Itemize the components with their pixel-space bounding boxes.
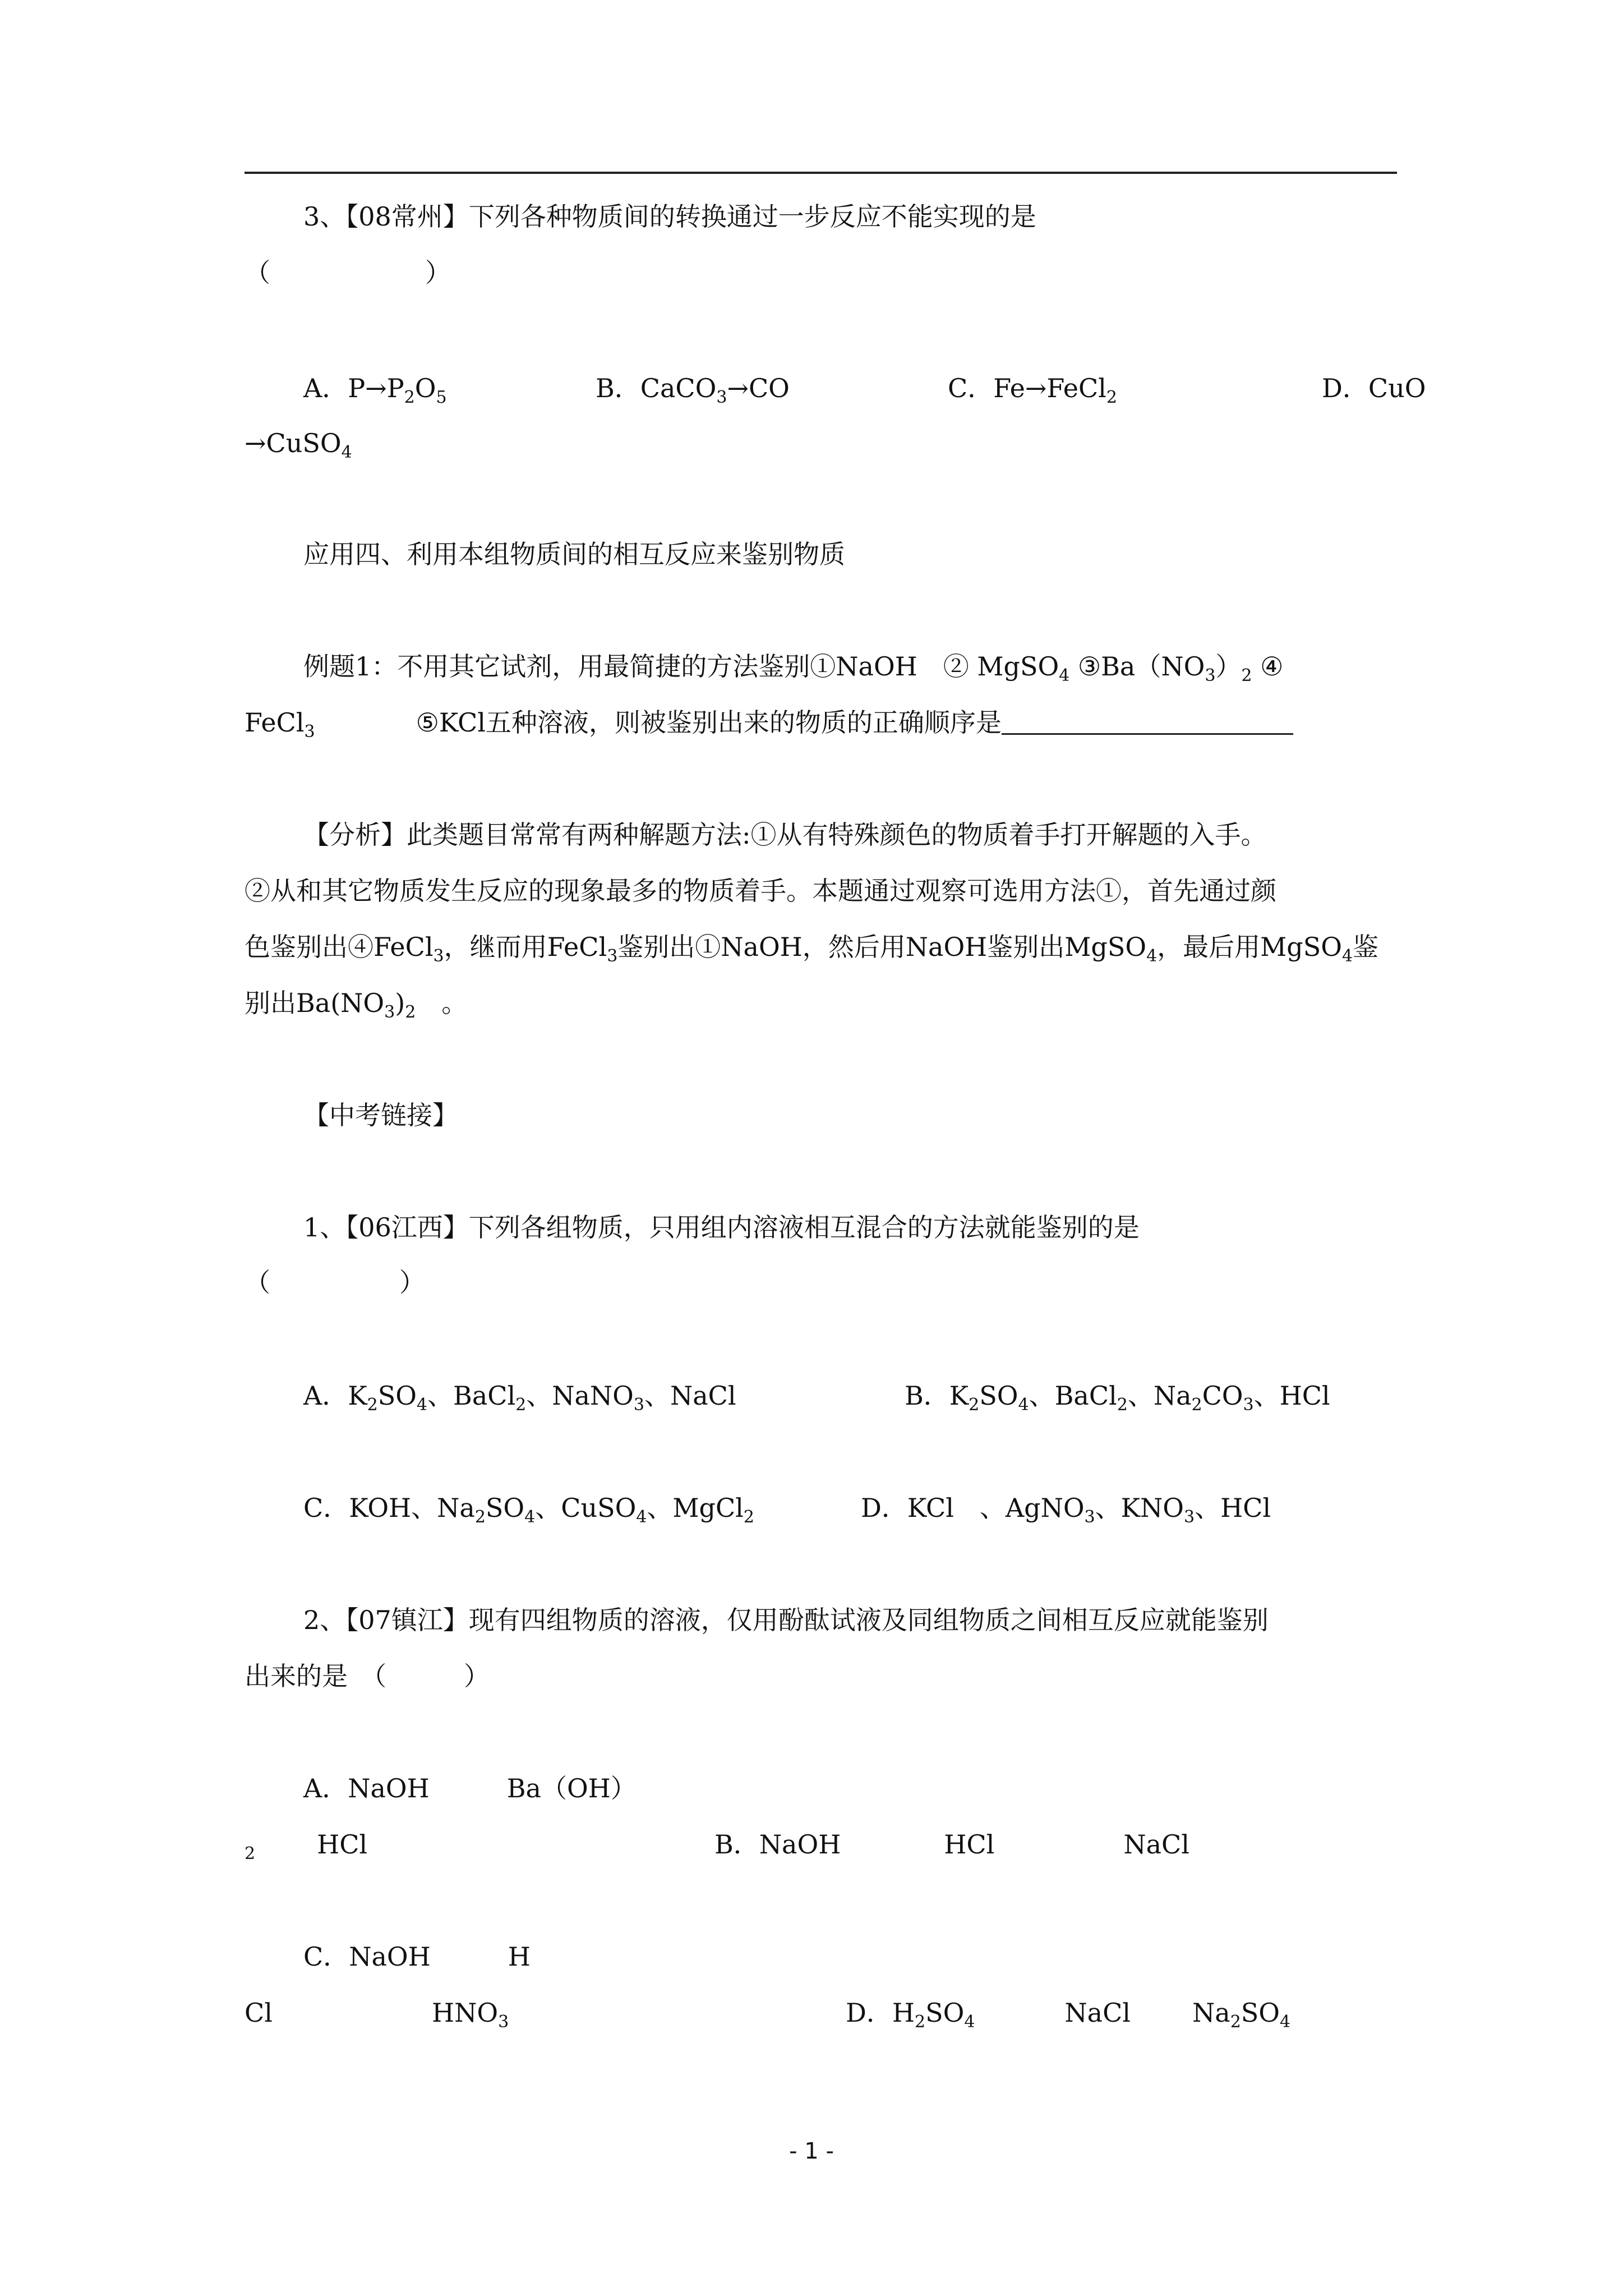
example1-line2: FeCl$_3$ ⑤KCl五种溶液，则被鉴别出来的物质的正确顺序是 bbox=[245, 706, 1293, 739]
header-rule bbox=[245, 172, 1397, 174]
q3-option-a: A．$P\to P_2O_5$ bbox=[303, 373, 447, 407]
q3-answer-paren: （ ） bbox=[245, 257, 451, 288]
q2-option-c-cont: Cl bbox=[245, 1998, 273, 2028]
q3-stem: 3、【08常州】下列各种物质间的转换通过一步反应不能实现的是 bbox=[303, 201, 1036, 232]
q2-stem-line2: 出来的是 （ ） bbox=[245, 1661, 490, 1691]
q3-option-c: C．Fe→FeCl$_2$ bbox=[948, 373, 1117, 407]
q2-option-c: C．NaOH H bbox=[303, 1941, 531, 1972]
q2-stem-line1: 2、【07镇江】现有四组物质的溶液，仅用酚酞试液及同组物质之间相互反应就能鉴别 bbox=[303, 1605, 1269, 1635]
q1-answer-paren: （ ） bbox=[245, 1267, 425, 1297]
q3-option-d-cont: →CuSO$_4$ bbox=[245, 428, 352, 462]
q2-option-b: B．NaOH HCl NaCl bbox=[714, 1829, 1189, 1860]
q3-option-b: B．CaCO$_3$→CO bbox=[596, 373, 790, 407]
app4-heading: 应用四、利用本组物质间的相互反应来鉴别物质 bbox=[303, 539, 845, 569]
q1-option-a: A．$K_2SO_4$、BaCl$_2$、NaNO$_3$、NaCl bbox=[303, 1381, 736, 1415]
analysis-line1: 【分析】此类题目常常有两种解题方法:①从有特殊颜色的物质着手打开解题的入手。 bbox=[303, 820, 1267, 850]
analysis-line4: 别出$Ba(NO_3)_2$ 。 bbox=[245, 988, 468, 1022]
answer-blank bbox=[1002, 708, 1293, 735]
page-number: - 1 - bbox=[789, 2138, 834, 2164]
analysis-line2: ②从和其它物质发生反应的现象最多的物质着手。本题通过观察可选用方法①，首先通过颜 bbox=[245, 876, 1276, 906]
q2-option-a: A．NaOH Ba（OH） bbox=[303, 1773, 637, 1803]
analysis-line3: 色鉴别出④FeCl$_3$，继而用FeCl$_3$鉴别出①NaOH，然后用NaOH鉴别出MgSO$_4$，最后用MgSO$_4$鉴 bbox=[245, 932, 1379, 966]
q1-stem: 1、【06江西】下列各组物质，只用组内溶液相互混合的方法就能鉴别的是 bbox=[303, 1212, 1140, 1243]
q1-option-b: B．$K_2SO_4$、BaCl$_2$、$Na_2CO_3$、HCl bbox=[905, 1381, 1330, 1415]
q3-option-d: D．CuO bbox=[1322, 373, 1426, 403]
q1-option-c: C．KOH、$Na_2SO_4$、CuSO$_4$、MgCl$_2$ bbox=[303, 1493, 754, 1527]
q1-option-d: D．KCl 、AgNO$_3$、$KNO_3$、HCl bbox=[861, 1493, 1271, 1527]
q2-option-a-cont: $_2$ HCl bbox=[245, 1829, 368, 1864]
exam-link-heading: 【中考链接】 bbox=[303, 1100, 458, 1130]
q2-option-c-cont2: $HNO_3$ bbox=[432, 1998, 509, 2032]
example1-line1: 例题1：不用其它试剂，用最简捷的方法鉴别①NaOH ② MgSO$_4$ $③Ba(NO_3)_2$ ④ bbox=[303, 651, 1284, 685]
q2-option-d: D．$H_2SO_4$ NaCl $Na_2SO_4$ bbox=[846, 1998, 1291, 2032]
